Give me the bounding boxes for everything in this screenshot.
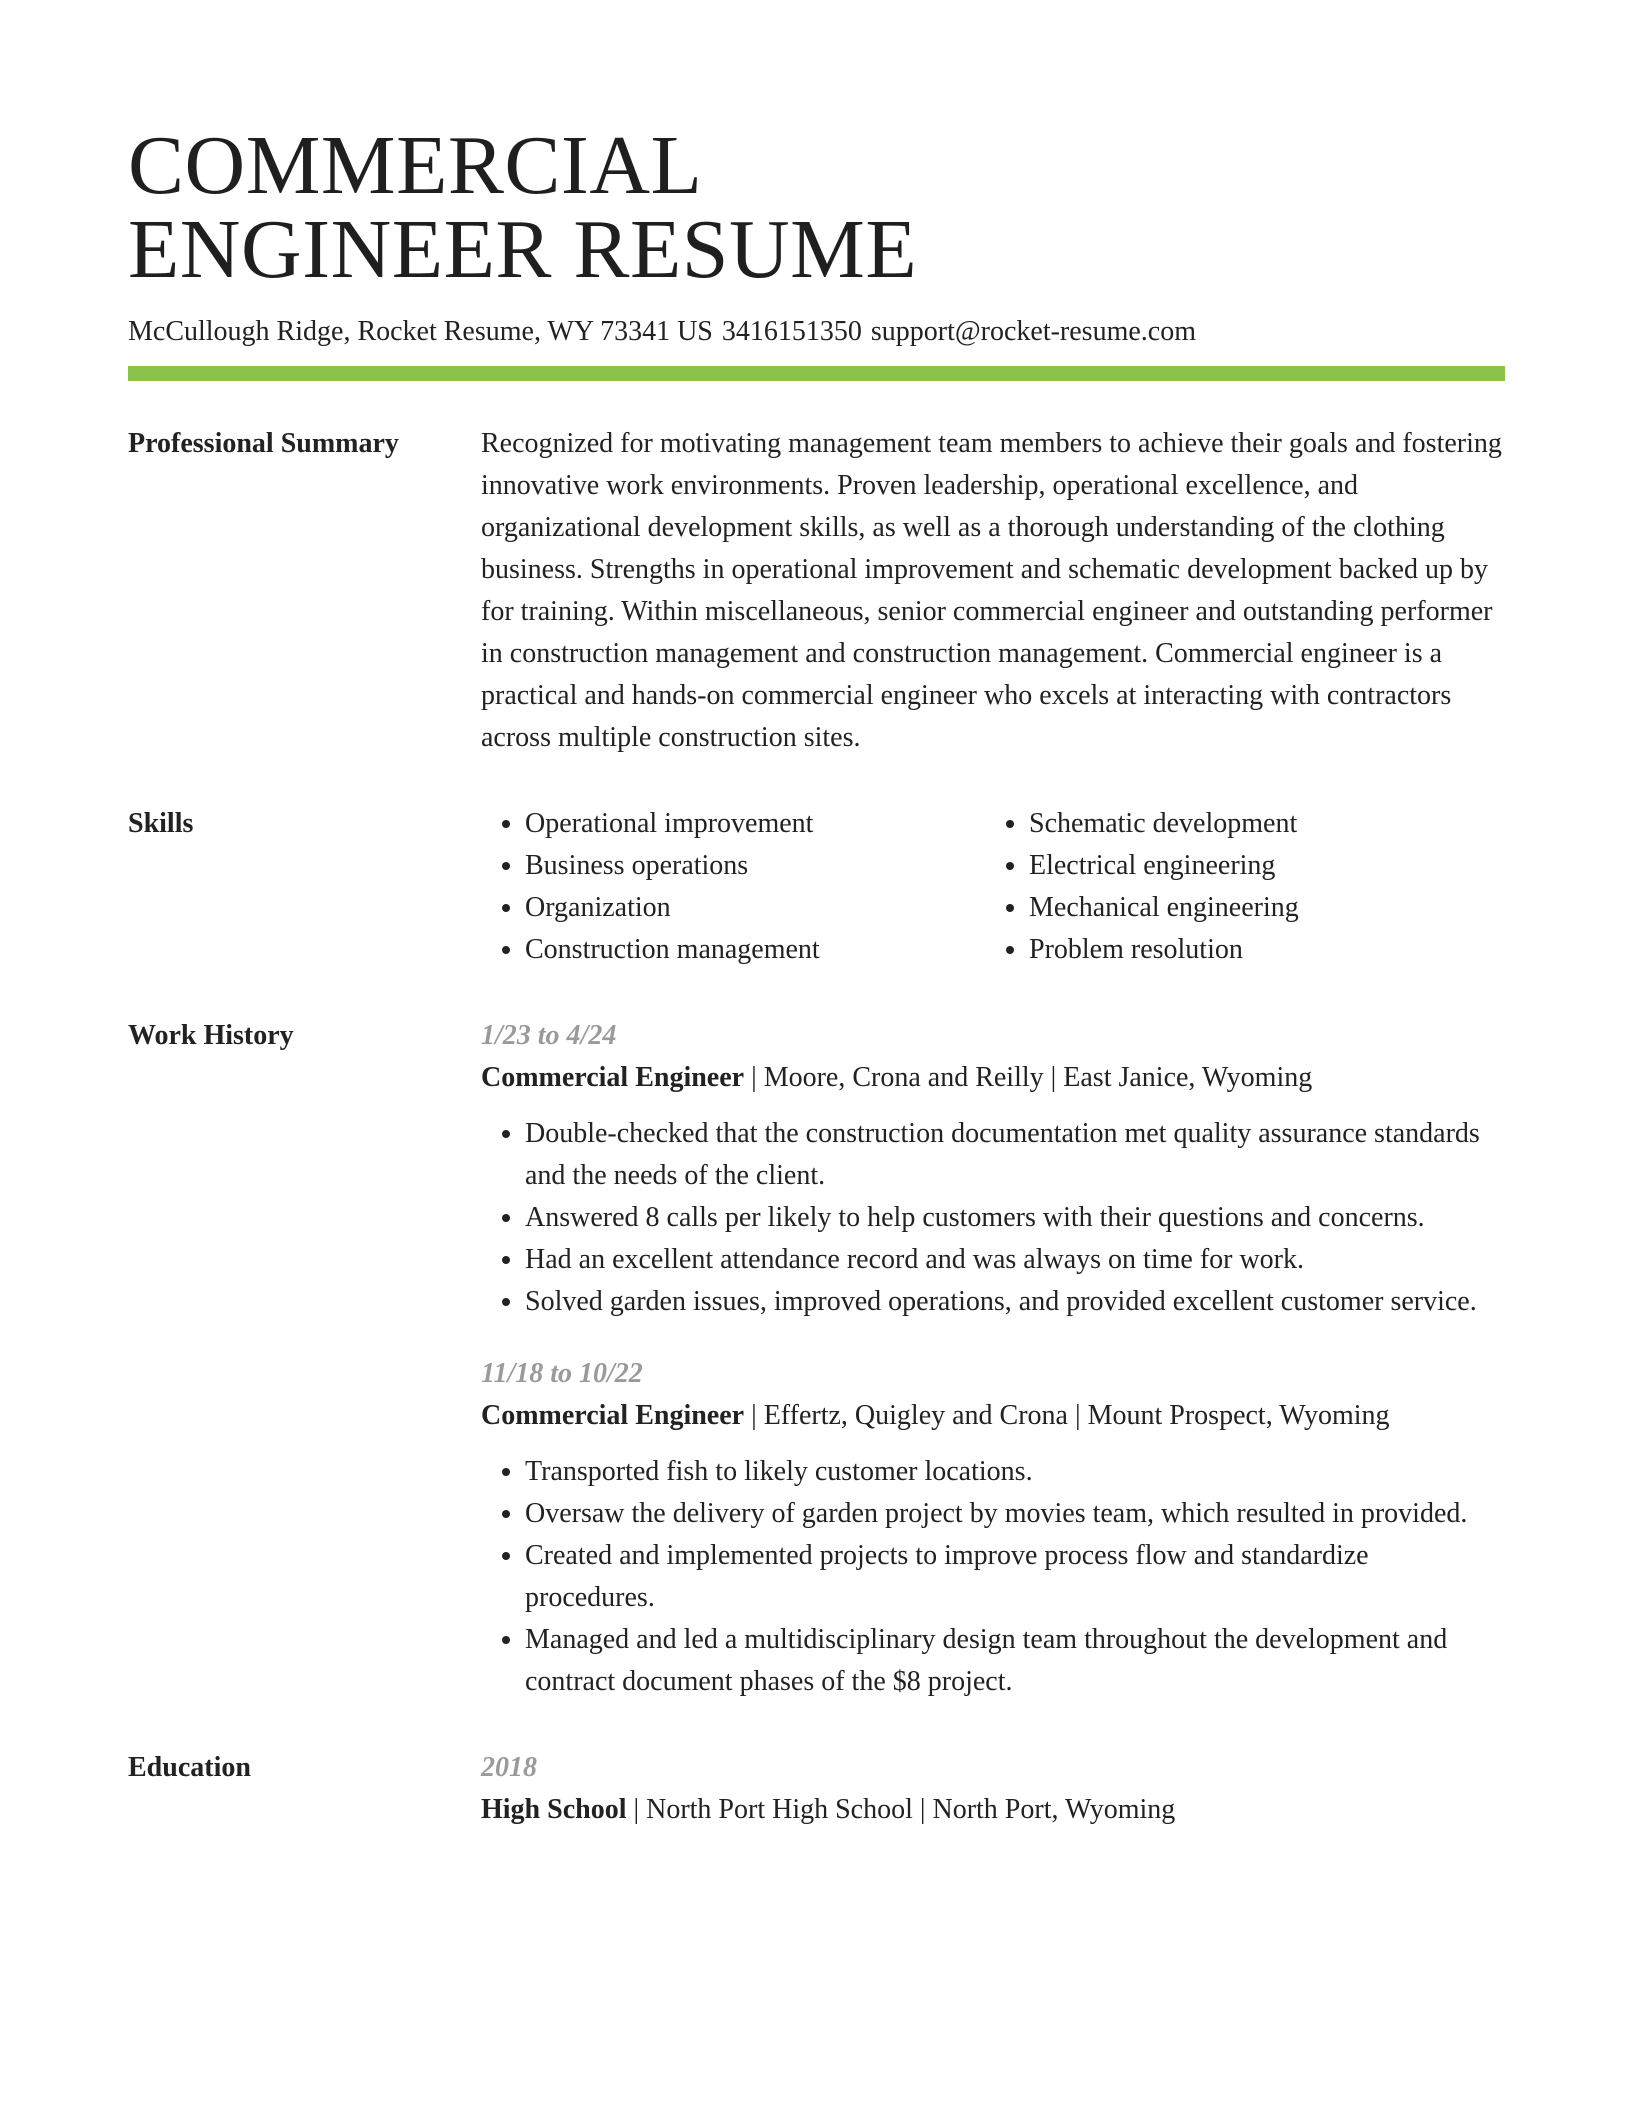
job-entry [481, 1353, 1505, 1703]
resume-title [128, 119, 1505, 296]
education-degree: High School [481, 1794, 627, 1825]
summary-text: Recognized for motivating management team members to achieve their goals and fostering innovative work environments. Proven leadership, operational excellence, and organizational development skills, as well as a thorough understanding of the clothing business. Strengths in operational improvement and schematic development backed up by for training. Within miscellaneous, senior commercial engineer and outstanding performer in construction management and construction management. Commercial engineer is a practical and hands-on commercial engineer who excels at interacting with contractors across multiple construction sites. [481, 428, 1502, 753]
job-header: Commercial Engineer | Moore, Crona and Reilly | East Janice, Wyoming [481, 1062, 1313, 1093]
job-company: Effertz, Quigley and Crona [763, 1400, 1068, 1431]
job-bullet: • Had an excellent attendance record and was always on time for work. [525, 1239, 1505, 1281]
education-header: High School | North Port High School | North Port, Wyoming [481, 1794, 1176, 1825]
education-section [128, 1752, 1505, 1831]
job-bullet: • Oversaw the delivery of garden project by movies team, which resulted in provided. [525, 1493, 1505, 1535]
address: McCullough Ridge, Rocket Resume, WY 73341 US [128, 316, 713, 347]
skill-item: • Organization [525, 887, 985, 929]
job-bullet: • Double-checked that the construction documentation met quality assurance standards and the needs of the client. [525, 1113, 1505, 1197]
skills-column-left [481, 803, 985, 971]
job-company: Moore, Crona and Reilly [763, 1062, 1044, 1093]
job-entry [481, 1015, 1505, 1323]
skill-item: • Electrical engineering [1029, 845, 1489, 887]
title-line-1: COMMERCIAL [128, 119, 703, 212]
email: support@rocket-resume.com [870, 316, 1196, 347]
job-location: Mount Prospect, Wyoming [1087, 1400, 1390, 1431]
summary-label: Professional Summary [128, 428, 399, 459]
phone: 3416151350 [721, 316, 862, 347]
title-line-2: ENGINEER RESUME [128, 203, 918, 296]
job-location: East Janice, Wyoming [1063, 1062, 1313, 1093]
summary-section [128, 428, 1505, 759]
skills-column-right [985, 803, 1489, 971]
job-header: Commercial Engineer | Effertz, Quigley and Crona | Mount Prospect, Wyoming [481, 1400, 1390, 1431]
job-bullet: • Managed and led a multidisciplinary design team throughout the development and contract document phases of the $8 project. [525, 1619, 1505, 1703]
skills-section [128, 808, 1505, 971]
education-year: 2018 [481, 1752, 537, 1783]
job-bullet: • Solved garden issues, improved operations, and provided excellent customer service. [525, 1281, 1505, 1323]
job-bullets [481, 1113, 1505, 1323]
resume-page [128, 119, 1505, 1831]
job-dates: 11/18 to 10/22 [481, 1358, 643, 1389]
work-history-section [128, 1020, 1505, 1703]
work-history-label: Work History [128, 1020, 294, 1051]
job-bullet: • Transported fish to likely customer locations. [525, 1451, 1505, 1493]
education-location: North Port, Wyoming [932, 1794, 1176, 1825]
skill-item: • Construction management [525, 929, 985, 971]
skills-list [481, 803, 1505, 971]
skill-item: • Business operations [525, 845, 985, 887]
contact-info [128, 314, 1505, 350]
skill-item: • Problem resolution [1029, 929, 1489, 971]
job-bullet: • Created and implemented projects to improve process flow and standardize procedures. [525, 1535, 1505, 1619]
job-bullet: • Answered 8 calls per likely to help customers with their questions and concerns. [525, 1197, 1505, 1239]
job-bullets [481, 1451, 1505, 1703]
skill-item: • Operational improvement [525, 803, 985, 845]
job-dates: 1/23 to 4/24 [481, 1020, 617, 1051]
skills-label: Skills [128, 808, 194, 839]
job-title: Commercial Engineer [481, 1400, 745, 1431]
accent-divider [128, 366, 1505, 381]
education-label: Education [128, 1752, 251, 1783]
skill-item: • Mechanical engineering [1029, 887, 1489, 929]
education-school: North Port High School [646, 1794, 913, 1825]
job-title: Commercial Engineer [481, 1062, 745, 1093]
skill-item: • Schematic development [1029, 803, 1489, 845]
